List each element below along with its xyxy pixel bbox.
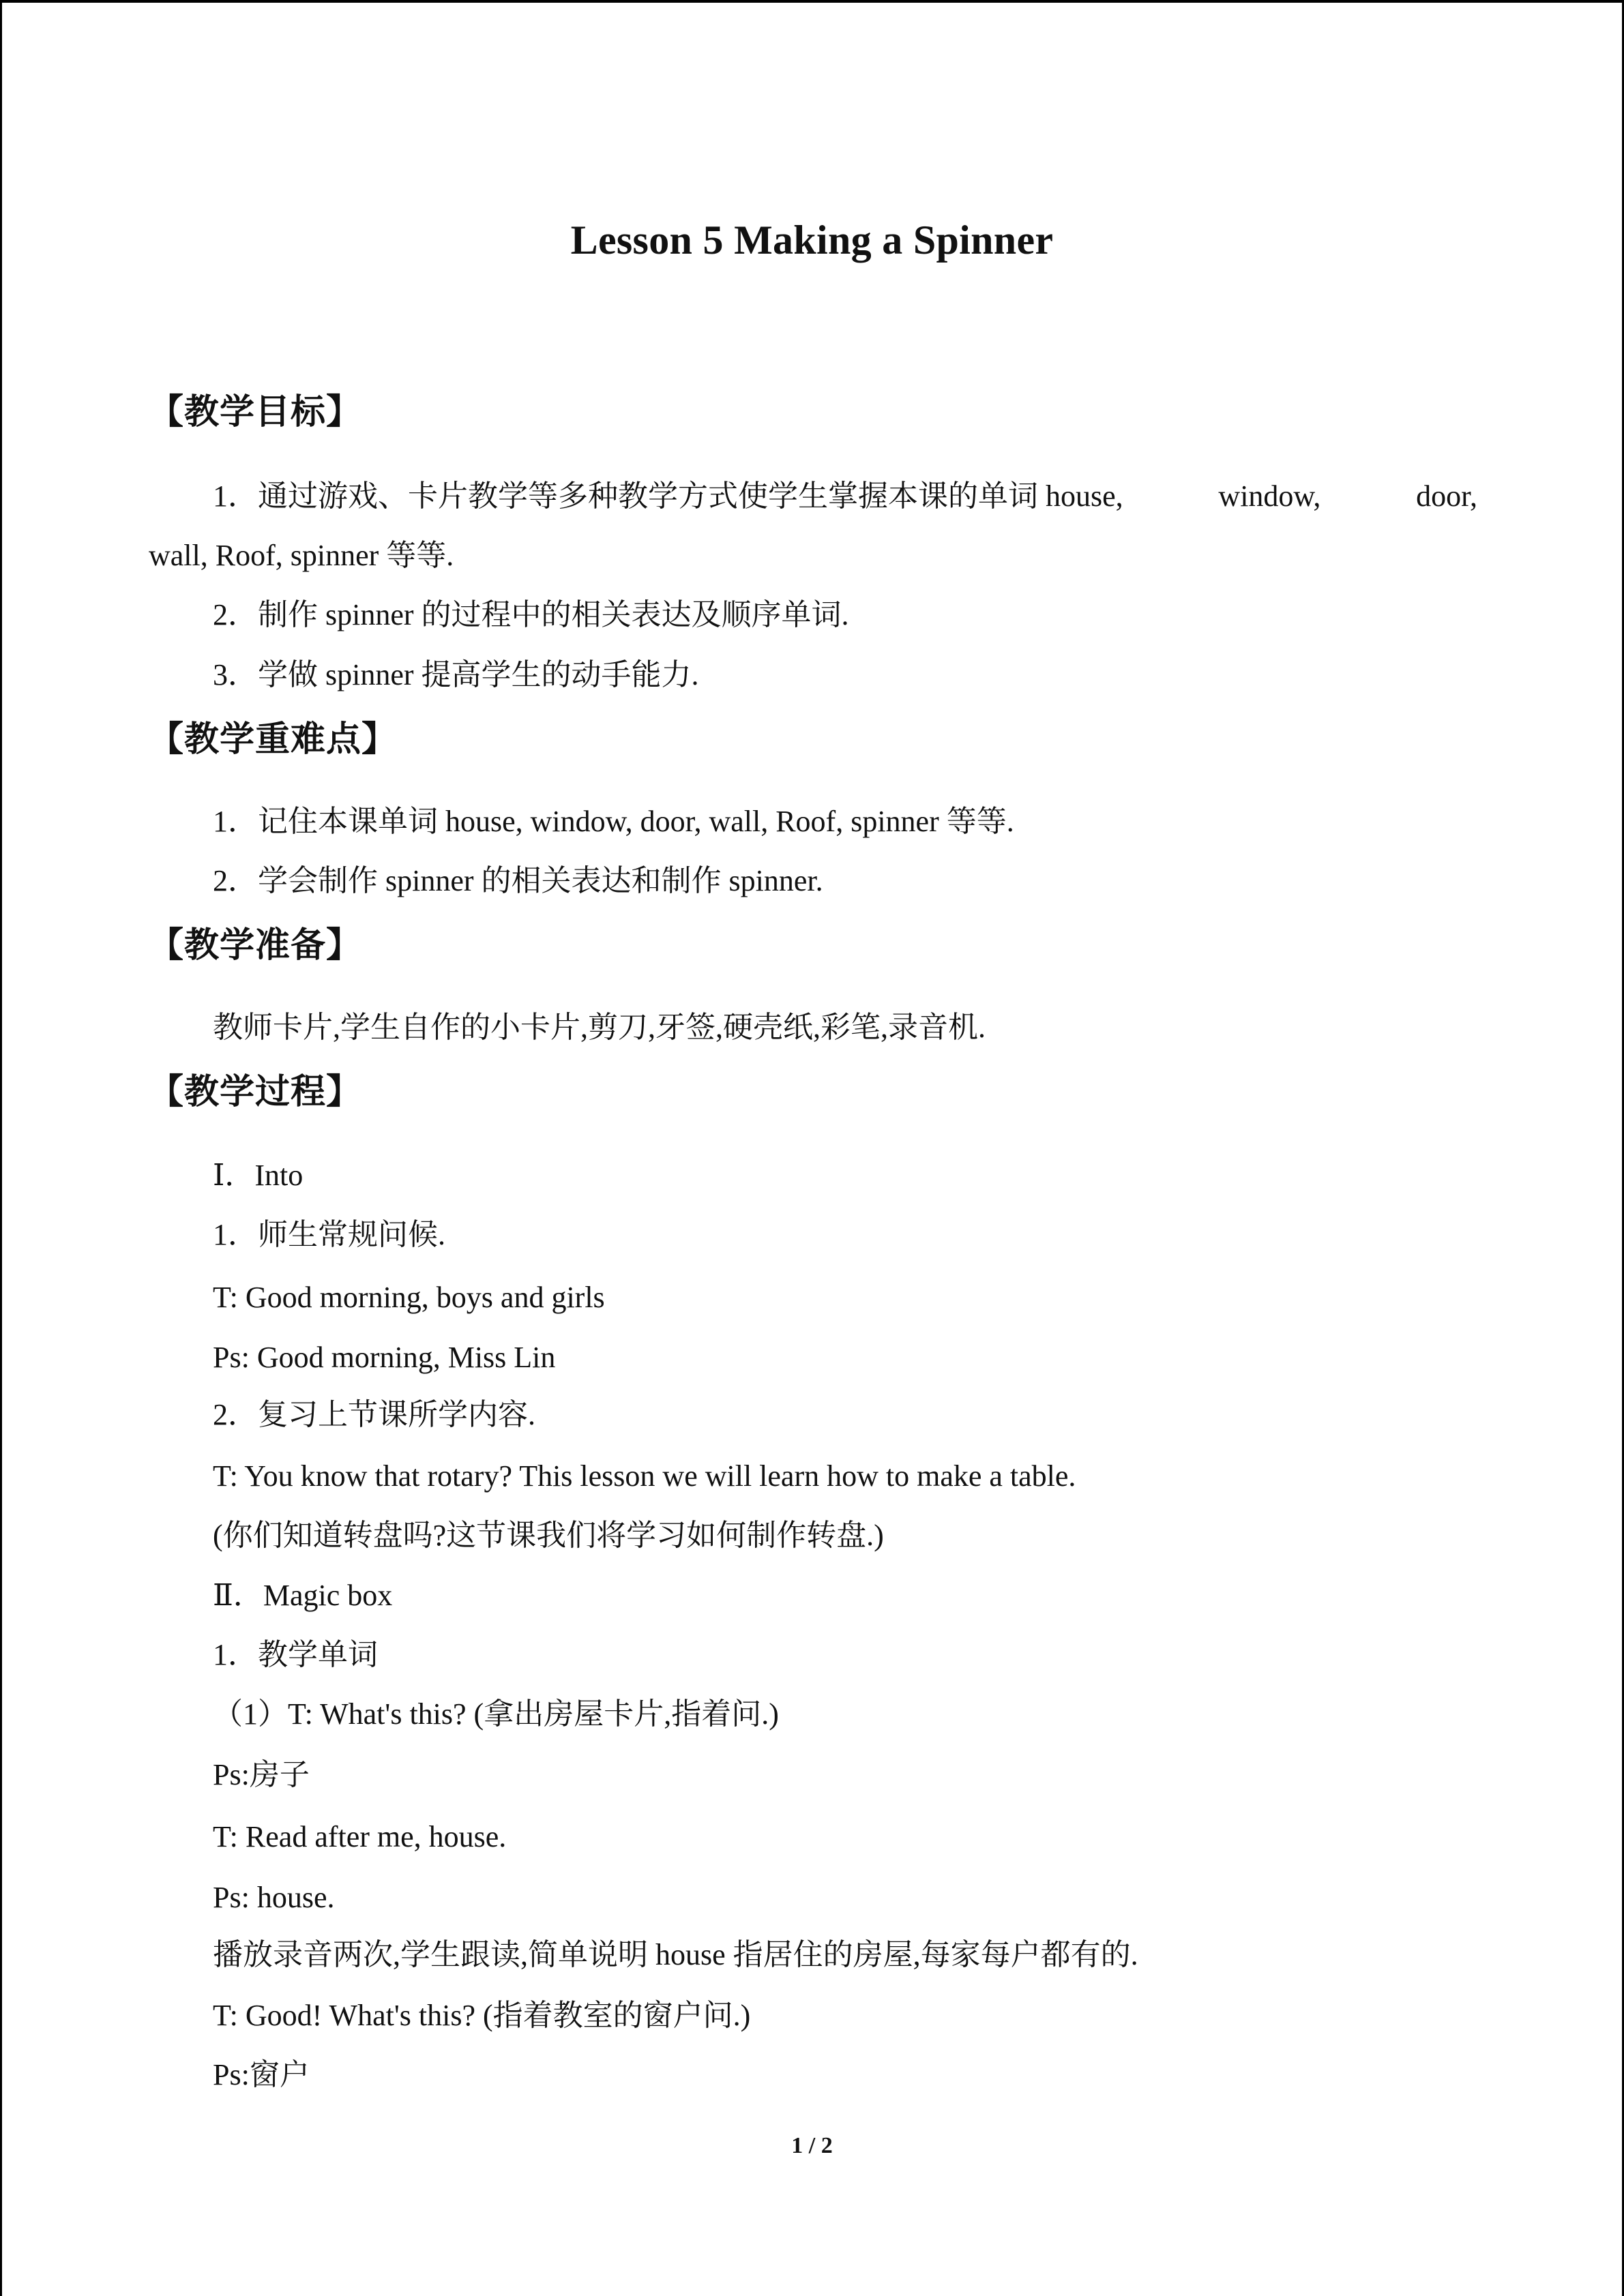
process-line: （1）T: What's this? (拿出房屋卡片,指着问.) — [213, 1697, 779, 1731]
page-number: 1 / 2 — [791, 2133, 833, 2158]
process-line: Ps: house. — [213, 1881, 335, 1914]
key-point-item-2: 2．学会制作 spinner 的相关表达和制作 spinner. — [213, 864, 823, 897]
process-line: T: Read after me, house. — [213, 1820, 507, 1853]
process-line: 播放录音两次,学生跟读,简单说明 house 指居住的房屋,每家每户都有的. — [213, 1938, 1138, 1971]
preparation-text: 教师卡片,学生自作的小卡片,剪刀,牙签,硬壳纸,彩笔,录音机. — [213, 1011, 986, 1044]
key-point-item-1: 1．记住本课单词 house, window, door, wall, Roof, spinner 等等. — [213, 805, 1014, 838]
process-line: 1．师生常规问候. — [213, 1218, 445, 1251]
process-line: Ⅱ．Magic box — [213, 1579, 393, 1612]
objective-item-1-part2: window, — [1218, 479, 1321, 513]
process-line: Ps:房子 — [213, 1758, 310, 1791]
heading-preparation: 【教学准备】 — [149, 925, 362, 966]
process-line: 2．复习上节课所学内容. — [213, 1398, 535, 1431]
heading-objectives: 【教学目标】 — [149, 392, 362, 432]
process-line: 1．教学单词 — [213, 1638, 378, 1671]
objective-item-1-continued: wall, Roof, spinner 等等. — [149, 539, 454, 572]
heading-process: 【教学过程】 — [149, 1072, 362, 1112]
process-line: Ps: Good morning, Miss Lin — [213, 1341, 556, 1374]
objective-item-1-part3: door, — [1416, 479, 1477, 513]
objective-item-3: 3．学做 spinner 提高学生的动手能力. — [213, 658, 699, 691]
document-title: Lesson 5 Making a Spinner — [570, 218, 1054, 263]
process-line: (你们知道转盘吗?这节课我们将学习如何制作转盘.) — [213, 1519, 884, 1552]
objective-item-2: 2．制作 spinner 的过程中的相关表达及顺序单词. — [213, 598, 849, 631]
heading-key-points: 【教学重难点】 — [149, 719, 398, 760]
process-line: T: You know that rotary? This lesson we will learn how to make a table. — [213, 1459, 1076, 1493]
process-line: T: Good morning, boys and girls — [213, 1281, 605, 1314]
objective-item-1-part1: 1．通过游戏、卡片教学等多种教学方式使学生掌握本课的单词 house, — [213, 479, 1123, 513]
process-line: Ps:窗户 — [213, 2058, 310, 2091]
process-line: T: Good! What's this? (指着教室的窗户问.) — [213, 1999, 751, 2032]
process-line: Ⅰ．Into — [213, 1159, 304, 1192]
objective-item-1 — [213, 476, 1477, 517]
